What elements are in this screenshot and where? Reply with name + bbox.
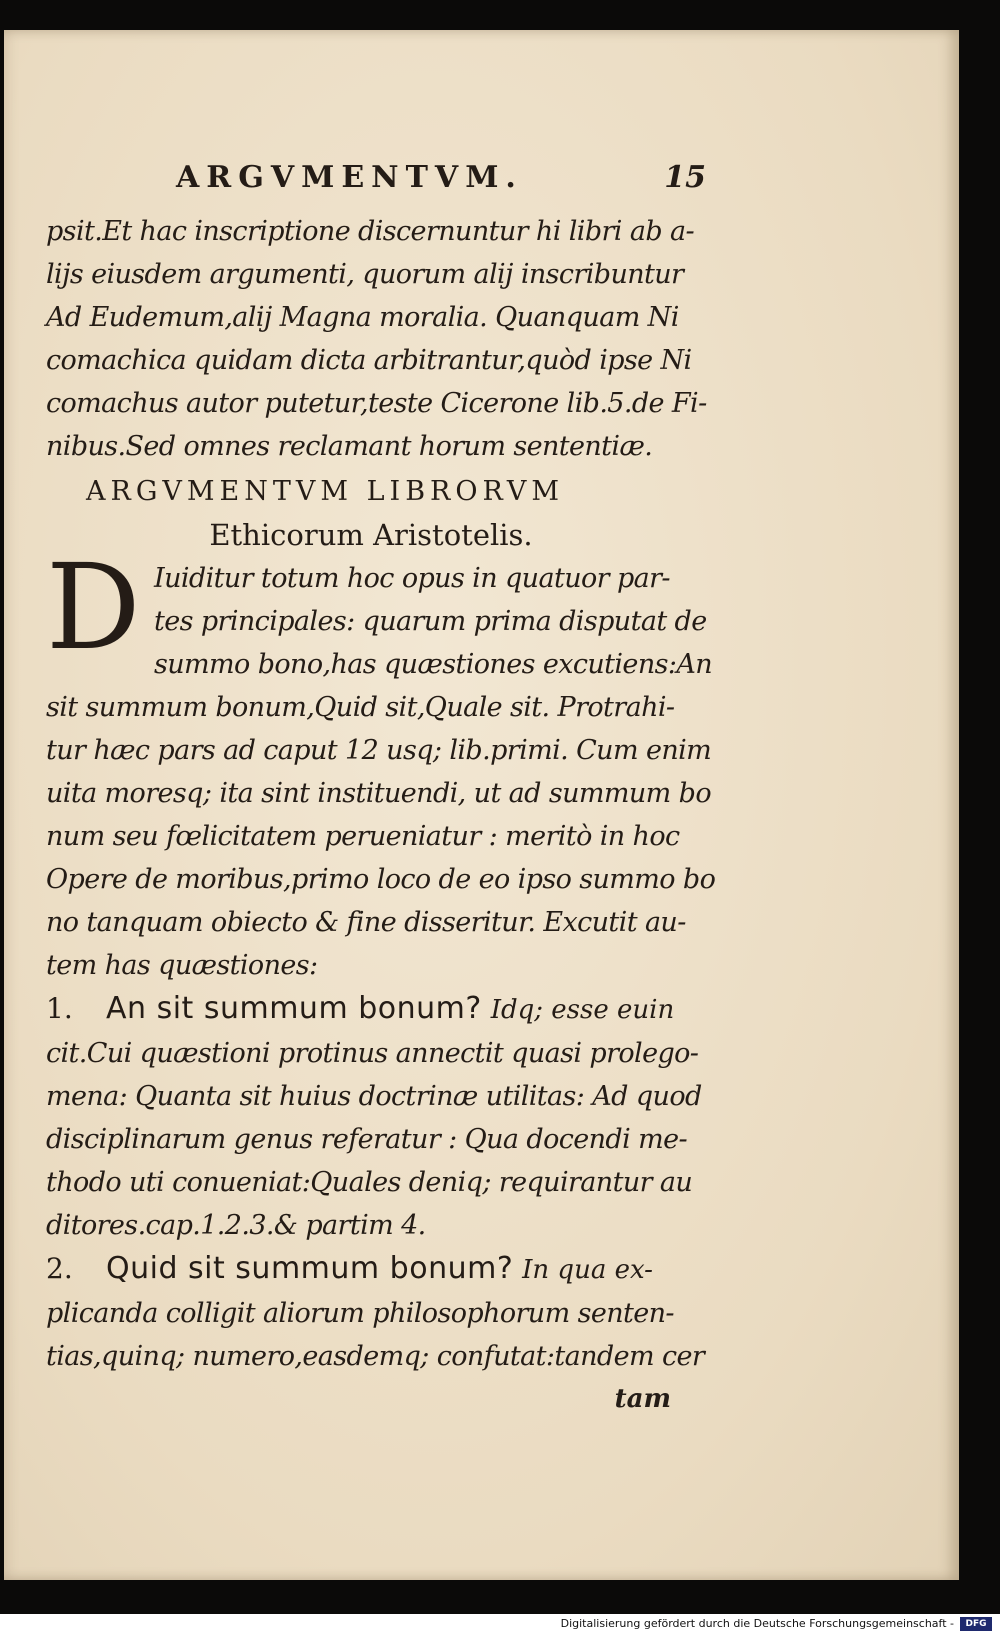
paragraph-body xyxy=(46,686,726,987)
text-line: Ad Eudemum,alij Magna moralia. Quanquam Ni xyxy=(46,302,679,333)
section-heading: ARGVMENTVM LIBRORVM xyxy=(86,476,565,507)
page-header xyxy=(46,160,726,210)
section-subheading: Ethicorum Aristotelis. xyxy=(209,518,533,552)
list-item-2 xyxy=(46,1247,726,1378)
item-number: 2. xyxy=(46,1252,73,1285)
text-line: comachica quidam dicta arbitrantur,quòd ipse Ni xyxy=(46,345,692,376)
text-line: tem has quæstiones: xyxy=(46,950,318,981)
text-line: no tanquam obiecto & fine disseritur. Excutit au- xyxy=(46,907,686,938)
text-line: summo bono,has quæstiones excutiens:An xyxy=(154,649,713,680)
item-first-line xyxy=(46,1247,726,1292)
item-heading: Quid sit summum bonum? xyxy=(106,1251,514,1286)
item-number: 1. xyxy=(46,992,73,1025)
text-line: lijs eiusdem argumenti, quorum alij inscribuntur xyxy=(46,259,684,290)
list-item-1 xyxy=(46,987,726,1247)
dfg-logo: DFG xyxy=(960,1617,992,1631)
item-text: In qua ex- xyxy=(522,1255,653,1285)
page-text xyxy=(46,160,726,1421)
item-text: Idq; esse euin xyxy=(490,995,675,1025)
text-line: plicanda colligit aliorum philosophorum senten- xyxy=(46,1298,674,1329)
item-heading: An sit summum bonum? xyxy=(106,991,482,1026)
text-line: tias,quinq; numero,easdemq; confutat:tandem cer xyxy=(46,1341,705,1372)
text-line: uita moresq; ita sint instituendi, ut ad summum bo xyxy=(46,778,711,809)
footer-credit: Digitalisierung gefördert durch die Deutsche Forschungsgemeinschaft - xyxy=(560,1617,954,1630)
text-line: mena: Quanta sit huius doctrinæ utilitas: Ad quod xyxy=(46,1081,702,1112)
text-line: tur hæc pars ad caput 12 usq; lib.primi. Cum enim xyxy=(46,735,712,766)
catchword: tam xyxy=(614,1384,671,1414)
digitization-footer xyxy=(0,1614,1000,1635)
text-line: cit.Cui quæstioni protinus annectit quasi prolego- xyxy=(46,1038,699,1069)
text-line: ditores.cap.1.2.3.& partim 4. xyxy=(46,1210,426,1241)
text-line: tes principales: quarum prima disputat de xyxy=(154,606,707,637)
text-line: comachus autor putetur,teste Cicerone lib.5.de Fi- xyxy=(46,388,707,419)
running-title: ARGVMENTVM. xyxy=(176,160,523,195)
text-line: num seu fœlicitatem perueniatur : meritò in hoc xyxy=(46,821,680,852)
text-line: thodo uti conueniat:Quales deniq; requirantur au xyxy=(46,1167,693,1198)
initial-paragraph xyxy=(46,538,726,686)
text-line: Iuiditur totum hoc opus in quatuor par- xyxy=(154,563,670,594)
text-line: psit.Et hac inscriptione discernuntur hi libri ab a- xyxy=(46,216,695,247)
item-first-line xyxy=(46,987,726,1032)
book-page xyxy=(4,30,959,1580)
folio-number: 15 xyxy=(664,160,706,195)
paragraph-top xyxy=(46,210,726,468)
text-line: nibus.Sed omnes reclamant horum sententiæ. xyxy=(46,431,653,462)
text-line: Opere de moribus,primo loco de eo ipso summo bo xyxy=(46,864,716,895)
drop-cap: D xyxy=(46,538,141,676)
text-line: sit summum bonum,Quid sit,Quale sit. Protrahi- xyxy=(46,692,675,723)
text-line: disciplinarum genus referatur : Qua docendi me- xyxy=(46,1124,688,1155)
